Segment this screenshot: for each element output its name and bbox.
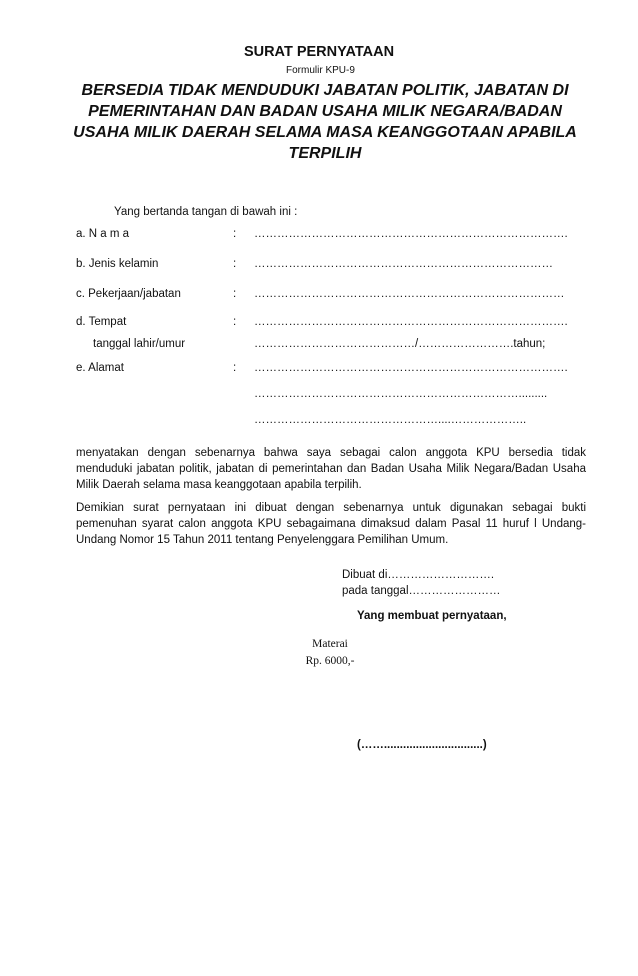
field-label: tanggal lahir/umur: [93, 338, 186, 350]
field-colon: :: [233, 316, 237, 328]
pada-tanggal: pada tanggal……………………: [342, 585, 501, 597]
materai-amount: Rp. 6000,-: [305, 655, 355, 667]
field-blank[interactable]: …………………………………………………………….........: [254, 388, 548, 400]
field-blank[interactable]: ……………………………………/…………………….tahun;: [254, 338, 546, 350]
field-label: d. Tempat: [76, 316, 127, 328]
field-colon: :: [233, 288, 237, 300]
field-colon: :: [233, 258, 237, 270]
field-blank[interactable]: ……………………………………………………………………: [254, 258, 553, 270]
field-blank[interactable]: ……………………………………………………………………….: [254, 228, 568, 240]
document-title: SURAT PERNYATAAN: [243, 44, 395, 60]
field-blank[interactable]: ……………………………………………………………………….: [254, 362, 568, 374]
materai-label: Materai: [312, 638, 348, 650]
form-code: Formulir KPU-9: [286, 65, 355, 76]
yang-membuat-pernyataan: Yang membuat pernyataan,: [357, 610, 507, 622]
dibuat-di: Dibuat di……………………….: [342, 569, 495, 581]
signature-line[interactable]: (……...............................): [357, 739, 487, 751]
field-label: e. Alamat: [76, 362, 124, 374]
field-label: b. Jenis kelamin: [76, 258, 159, 270]
field-blank[interactable]: …………………………………………....………………..: [254, 414, 527, 426]
field-blank[interactable]: ………………………………………………………………………: [254, 288, 565, 300]
field-blank[interactable]: ……………………………………………………………………….: [254, 316, 568, 328]
field-colon: :: [233, 228, 237, 240]
field-label: a. N a m a: [76, 228, 130, 240]
statement-paragraph: menyatakan dengan sebenarnya bahwa saya sebagai calon anggota KPU bersedia tidak menduduki jabatan politik, jabatan di pemerintahan dan Badan Usaha Milik Negara/Badan Usaha Milik Daerah selama masa keanggotaan apabila terpilih.: [76, 447, 586, 491]
field-colon: :: [233, 362, 237, 374]
field-label: c. Pekerjaan/jabatan: [76, 288, 181, 300]
intro-text: Yang bertanda tangan di bawah ini :: [114, 206, 298, 218]
materai-stamp: [290, 636, 370, 670]
document-heading: BERSEDIA TIDAK MENDUDUKI JABATAN POLITIK, JABATAN DI PEMERINTAHAN DAN BADAN USAHA MILIK NEGARA/BADAN USAHA MILIK DAERAH SELAMA MASA KEANGGOTAAN APABILA TERPILIH: [73, 82, 577, 162]
closing-paragraph: Demikian surat pernyataan ini dibuat dengan sebenarnya untuk digunakan sebagai bukti pemenuhan syarat calon anggota KPU sebagaimana dimaksud dalam Pasal 11 huruf l Undang-Undang Nomor 15 Tahun 2011 tentang Penyelenggara Pemilihan Umum.: [76, 502, 586, 546]
